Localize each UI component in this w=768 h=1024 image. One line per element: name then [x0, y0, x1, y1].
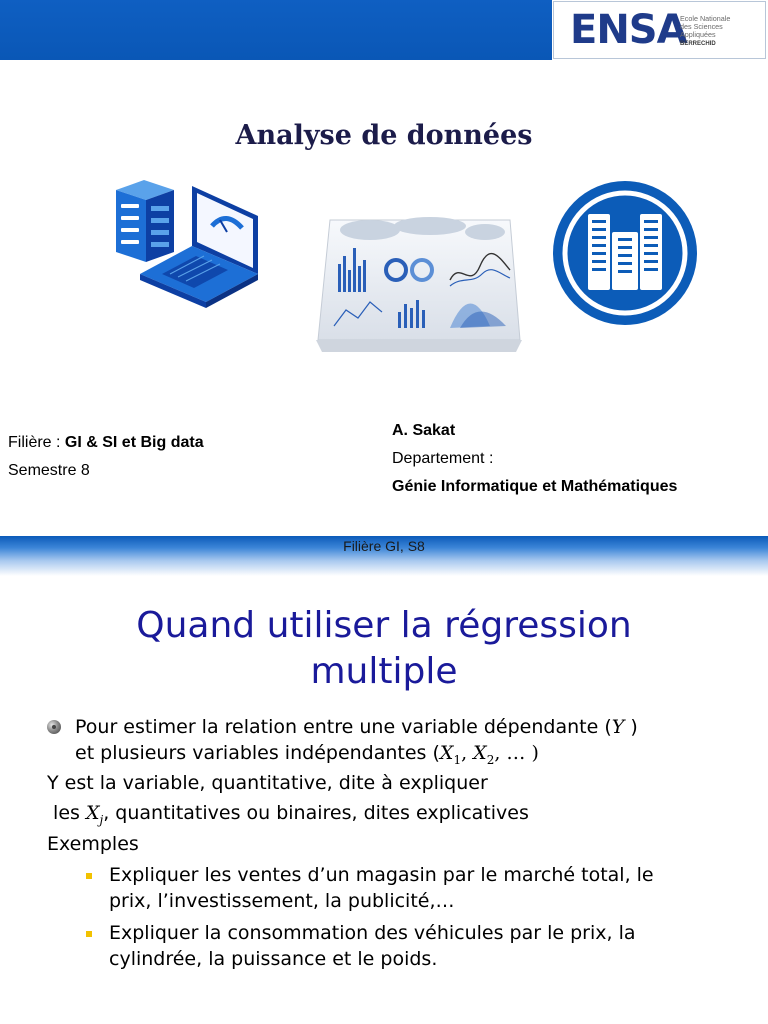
dashboard-tablet-icon — [310, 200, 525, 364]
square-bullet-icon — [86, 873, 92, 879]
slide2-title — [0, 603, 768, 695]
bullet1-text: Pour estimer la relation entre une variable dépendante ( — [75, 716, 612, 738]
logo-line: des Sciences — [680, 22, 723, 32]
server-circle-icon — [552, 180, 698, 330]
round-bullet-icon — [47, 720, 61, 734]
math-tail: , … ) — [494, 742, 539, 764]
explicative-line — [47, 800, 529, 833]
server-laptop-icon — [110, 176, 270, 320]
math-var-x1: X — [439, 742, 454, 764]
slide-separator-band — [0, 536, 768, 576]
slide1-title: Analyse de données — [235, 120, 533, 151]
filiere-value: GI & SI et Big data — [64, 434, 204, 451]
bullet1-text-end: ) — [624, 716, 638, 738]
text-line: Y est la variable, quantitative, dite à expliquer — [47, 772, 488, 794]
course-info — [8, 432, 204, 488]
logo-wordmark: ENSA — [570, 7, 687, 53]
exemples-label: Exemples — [47, 833, 139, 855]
logo-line: Ecole Nationale — [680, 14, 731, 23]
math-var-x2: X — [473, 742, 487, 764]
math-sub: 2 — [486, 752, 495, 767]
filiere-row — [8, 432, 204, 460]
ensa-logo — [553, 1, 766, 59]
department-label: Departement : — [392, 450, 494, 467]
text-fragment: , quantitatives ou binaires, dites explicatives — [103, 802, 529, 824]
math-var-y: Y — [611, 716, 625, 738]
example1-line1: Expliquer les ventes d’un magasin par le marché total, le — [109, 864, 654, 886]
author-name: A. Sakat — [392, 422, 456, 439]
example2-line1: Expliquer la consommation des véhicules par le prix, la — [109, 922, 636, 944]
math-sub: 1 — [453, 752, 462, 767]
bullet1-line2 — [75, 740, 539, 773]
example2-line2: cylindrée, la puissance et le poids. — [109, 948, 438, 970]
text-fragment: les — [47, 802, 86, 824]
author-info — [392, 420, 677, 504]
math-sep: , — [461, 742, 474, 764]
square-bullet-icon — [86, 931, 92, 937]
slide-footer: Filière GI, S8 — [343, 538, 425, 554]
logo-line: BERRECHID — [680, 40, 716, 47]
semestre-text: Semestre 8 — [8, 462, 90, 479]
logo-line: Appliquées — [680, 30, 716, 40]
example1-line2: prix, l’investissement, la publicité,… — [109, 890, 455, 912]
logo-school-name — [680, 15, 764, 48]
math-var-xj: X — [85, 802, 100, 824]
filiere-label: Filière : — [8, 434, 61, 451]
bullet1-line1 — [75, 714, 638, 740]
math-sub: j — [99, 812, 104, 827]
slide2-title-line1: Quand utiliser la régression — [136, 605, 632, 646]
slide2-title-line2: multiple — [310, 651, 458, 692]
header-band — [0, 0, 552, 60]
bullet1-text: et plusieurs variables indépendantes ( — [75, 742, 440, 764]
department-value: Génie Informatique et Mathématiques — [392, 478, 678, 495]
